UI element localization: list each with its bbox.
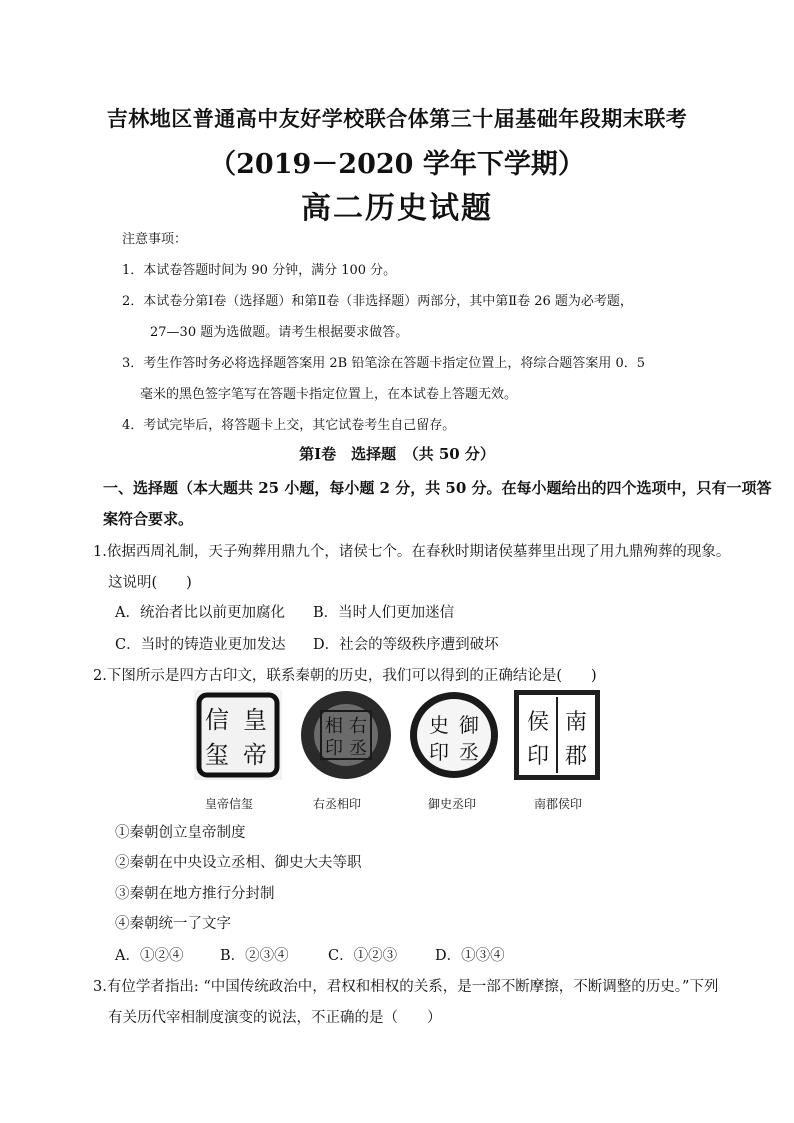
svg-text:南: 南	[564, 710, 588, 735]
seal-image-4	[513, 689, 601, 781]
note-item-1: 1．本试卷答题时间为 90 分钟，满分 100 分。	[122, 263, 397, 278]
q2-option-a: A．①②④	[115, 948, 184, 964]
svg-text:印: 印	[325, 738, 343, 759]
q2-option-b: B．②③④	[220, 948, 289, 964]
q3-stem-cont: 有关历代宰相制度演变的说法，不正确的是（ ）	[108, 1010, 442, 1026]
svg-text:皇: 皇	[243, 706, 267, 734]
q1-option-c: C．当时的铸造业更加发达	[115, 637, 286, 653]
seal-image-3	[407, 689, 501, 781]
svg-text:右: 右	[349, 716, 367, 737]
section-instruction-line1: 一、选择题（本大题共 25 小题，每小题 2 分，共 50 分。在每小题给出的四个选项中，只有一项答	[103, 479, 772, 497]
q1-option-a: A．统治者比以前更加腐化	[115, 605, 285, 621]
note-item-4: 4．考试完毕后，将答题卡上交，其它试卷考生自己留存。	[122, 418, 456, 433]
seal-image-2	[299, 689, 393, 781]
svg-text:丞: 丞	[459, 740, 479, 764]
svg-text:侯: 侯	[526, 710, 550, 735]
seal-caption-4: 南郡侯印	[534, 797, 583, 811]
svg-text:信: 信	[205, 706, 229, 734]
q1-stem: 1.依据西周礼制，天子殉葬用鼎九个，诸侯七个。在春秋时期诸侯墓葬里出现了用九鼎殉葬的现象。	[93, 544, 731, 560]
note-item-2-cont: 27—30 题为选做题。请考生根据要求做答。	[150, 325, 409, 340]
q1-option-d: D．社会的等级秩序遭到破坏	[313, 637, 499, 653]
q2-statement-1: ①秦朝创立皇帝制度	[115, 825, 246, 841]
q1-stem-cont: 这说明( )	[108, 575, 192, 591]
exam-title: 高二历史试题	[301, 191, 493, 226]
q2-statement-3: ③秦朝在地方推行分封制	[115, 886, 275, 902]
exam-header-line1: 吉林地区普通高中友好学校联合体第三十届基础年段期末联考	[106, 106, 688, 131]
seal-image-1	[193, 689, 283, 781]
q1-option-b: B．当时人们更加迷信	[313, 605, 455, 621]
section-instruction-line2: 案符合要求。	[103, 510, 194, 528]
q2-option-d: D．①③④	[435, 948, 505, 964]
q2-statement-4: ④秦朝统一了文字	[115, 916, 231, 932]
notes-title: 注意事项：	[122, 232, 188, 247]
q2-option-c: C．①②③	[328, 948, 398, 964]
svg-text:丞: 丞	[349, 738, 367, 759]
note-item-3-cont: 毫米的黑色签字笔写在答题卡指定位置上，在本试卷上答题无效。	[140, 387, 518, 402]
seal-caption-3: 御史丞印	[428, 797, 477, 811]
seal-image-strip	[191, 687, 601, 787]
svg-text:玺: 玺	[205, 741, 229, 769]
svg-text:帝: 帝	[243, 741, 267, 769]
svg-text:郡: 郡	[564, 744, 588, 769]
exam-header-line2: （2019－2020 学年下学期）	[209, 149, 585, 180]
q2-stem: 2.下图所示是四方古印文，联系秦朝的历史，我们可以得到的正确结论是( )	[93, 668, 597, 684]
svg-text:相: 相	[325, 716, 343, 737]
note-item-3: 3．考生作答时务必将选择题答案用 2B 铅笔涂在答题卡指定位置上，将综合题答案用 0．5	[122, 356, 646, 371]
seal-caption-1: 皇帝信玺	[205, 797, 254, 811]
note-item-2: 2．本试卷分第Ⅰ卷（选择题）和第Ⅱ卷（非选择题）两部分，其中第Ⅱ卷 26 题为必考题，	[122, 294, 633, 309]
svg-text:印: 印	[429, 740, 449, 764]
svg-text:御: 御	[459, 713, 479, 737]
q2-statement-2: ②秦朝在中央设立丞相、御史大夫等职	[115, 855, 362, 871]
section-title: 第Ⅰ卷 选择题 （共 50 分）	[299, 445, 495, 463]
svg-text:印: 印	[526, 744, 550, 769]
svg-text:史: 史	[429, 713, 449, 737]
seal-caption-2: 右丞相印	[313, 797, 362, 811]
q3-stem: 3.有位学者指出: “中国传统政治中，君权和相权的关系，是一部不断摩擦，不断调整的历史。”下列	[93, 979, 719, 995]
